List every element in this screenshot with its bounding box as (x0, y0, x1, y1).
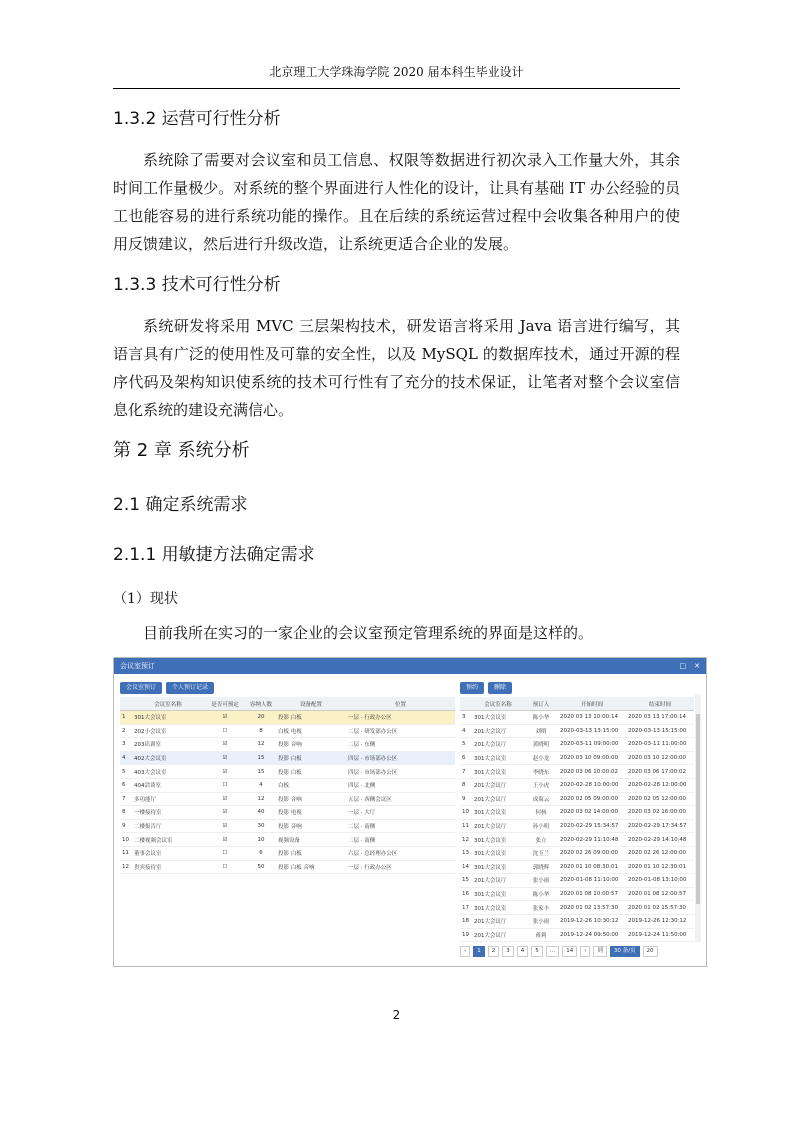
table-row[interactable] (120, 792, 455, 806)
reserve-button[interactable]: 预约 (460, 682, 484, 694)
table-cell: 18 (460, 914, 472, 928)
table-cell: 二层 · 东侧 (346, 738, 455, 752)
table-cell: 董事会议室 (132, 846, 204, 860)
table-cell: 2020 03 13 17:00:14 (626, 711, 694, 725)
section-title-1-3-2: 1.3.2 运营可行性分析 (113, 109, 281, 129)
table-row[interactable] (460, 874, 694, 888)
table-cell: 12 (246, 792, 276, 806)
table-cell: 201大会议厅 (472, 778, 524, 792)
table-cell: 8 (460, 778, 472, 792)
table-cell: 五层 · 西侧会议区 (346, 792, 455, 806)
table-cell: 二层 · 研发部办公区 (346, 724, 455, 738)
table-cell: 投影 白板 (276, 846, 346, 860)
page-button[interactable]: 4 (517, 946, 529, 957)
chapter-title: 第 2 章 系统分析 (113, 440, 250, 461)
page-header: 北京理工大学珠海学院 2020 届本科生毕业设计 (113, 62, 680, 89)
table-cell: 301大会议室 (472, 751, 524, 765)
table-cell: 投影 白板 (276, 711, 346, 725)
table-cell: 8 (246, 724, 276, 738)
table-cell: 2020-01-08 11:10:00 (558, 874, 626, 888)
table-cell: 402大会议室 (132, 751, 204, 765)
table-cell: 2019-12-24 11:50:00 (626, 928, 694, 942)
table-cell: 2020 02 26 12:00:00 (626, 846, 694, 860)
table-row[interactable] (120, 778, 455, 792)
table-cell: 10 (246, 833, 276, 847)
table-cell: 2020 02 05 12:00:00 (626, 792, 694, 806)
table-cell: 1 (120, 711, 132, 725)
room-table (120, 697, 455, 874)
table-cell: 2020-02-29 15:34:57 (558, 819, 626, 833)
table-cell: 5 (120, 765, 132, 779)
table-cell: 2020 01 10 12:30:01 (626, 860, 694, 874)
table-cell: 11 (460, 819, 472, 833)
table-cell: 赵小龙 (524, 751, 558, 765)
section-title-1-3-3: 1.3.3 技术可行性分析 (113, 275, 281, 295)
table-row[interactable] (460, 751, 694, 765)
column-header: 位置 (346, 697, 455, 711)
table-cell: 一楼接待室 (132, 806, 204, 820)
table-cell: 何杨 (524, 806, 558, 820)
table-cell: 301大会议室 (472, 711, 524, 725)
window-title: 会议室预订 (120, 662, 155, 670)
table-cell: 二楼报告厅 (132, 819, 204, 833)
table-cell: 2020 01 02 13:57:30 (558, 901, 626, 915)
booking-table (460, 697, 694, 942)
table-cell: 2020 03 10 09:00:00 (558, 751, 626, 765)
page-button[interactable]: 3 (502, 946, 514, 957)
table-cell: 2019-12-26 10:30:12 (558, 914, 626, 928)
table-row[interactable] (120, 819, 455, 833)
table-row[interactable] (460, 928, 694, 942)
book-room-button[interactable]: 会议室预订 (120, 682, 162, 694)
column-header: 结束时间 (626, 697, 694, 711)
checkbox: ☐ (204, 860, 246, 874)
paragraph-1-3-3: 系统研发将采用 MVC 三层架构技术，研发语言将采用 Java 语言进行编写，其语言具有广泛的使用性及可靠的安全性，以及 MySQL 的数据库技术，通过开源的程序代码及架构知识使系统的技术可行性有了充分的技术保证，让笔者对整个会议室信息化系统的建设充满信心。 (113, 317, 680, 419)
table-cell: 投影 音响 (276, 738, 346, 752)
table-cell: 8 (120, 806, 132, 820)
table-cell: 2020-02-29 14:10:48 (626, 833, 694, 847)
checkbox: ☑ (204, 833, 246, 847)
table-cell: 2 (120, 724, 132, 738)
table-cell: 沈玉兰 (524, 846, 558, 860)
paragraph-1-3-2: 系统除了需要对会议室和员工信息、权限等数据进行初次录入工作量大外，其余时间工作量极少。对系统的整个界面进行人性化的设计，让具有基础 IT 办公经验的员工也能容易的进行系统功能的操作。且在后续的系统运营过程中会收集各种用户的使用反馈建议，然后进行升级改造，让系统更适合企业的发展。 (113, 151, 680, 253)
checkbox: ☑ (204, 711, 246, 725)
table-cell: 2020-02-29 17:34:57 (626, 819, 694, 833)
table-cell: 二层 · 南侧 (346, 819, 455, 833)
table-cell: 19 (460, 928, 472, 942)
table-cell: 9 (120, 819, 132, 833)
table-row[interactable] (460, 738, 694, 752)
page-button[interactable]: 到 (593, 946, 607, 957)
table-row[interactable] (460, 765, 694, 779)
checkbox: ☐ (204, 724, 246, 738)
table-cell: 2020 01 08 10:00:57 (558, 887, 626, 901)
table-cell: 陈小华 (524, 887, 558, 901)
table-cell: 16 (460, 887, 472, 901)
table-cell: 403大会议室 (132, 765, 204, 779)
table-cell: 多功能厅 (132, 792, 204, 806)
checkbox: ☑ (204, 806, 246, 820)
table-row[interactable] (460, 806, 694, 820)
column-header: 设备配置 (276, 697, 346, 711)
table-row[interactable] (460, 846, 694, 860)
table-cell: 黄晓明 (524, 738, 558, 752)
table-cell: 2020 03 13 10:00:14 (558, 711, 626, 725)
page-button[interactable]: 14 (562, 946, 577, 957)
table-cell: 4 (246, 778, 276, 792)
table-cell: 2020-03-13 15:15:00 (626, 724, 694, 738)
checkbox: ☑ (204, 765, 246, 779)
pagination (460, 945, 701, 957)
table-cell: 201大会议厅 (472, 914, 524, 928)
section-title-2-1: 2.1 确定系统需求 (113, 495, 248, 515)
table-cell: 张小雨 (524, 874, 558, 888)
table-cell: 201大会议厅 (472, 792, 524, 806)
table-cell: 2020 02 05 09:00:00 (558, 792, 626, 806)
maximize-icon[interactable]: □ (679, 662, 687, 670)
table-cell: 12 (460, 833, 472, 847)
table-cell: 张立 (524, 833, 558, 847)
table-cell: 一层 · 行政办公区 (346, 860, 455, 874)
table-cell: 201大会议厅 (472, 874, 524, 888)
table-cell: 2020 01 10 08:30:01 (558, 860, 626, 874)
table-cell: 2020 01 08 12:00:57 (626, 887, 694, 901)
list-item-1: （1）现状 (113, 591, 178, 607)
table-cell: 3 (120, 738, 132, 752)
table-cell: 9 (460, 792, 472, 806)
table-cell: 15 (246, 751, 276, 765)
table-cell: 50 (246, 860, 276, 874)
table-cell: 成海云 (524, 792, 558, 806)
table-row[interactable] (120, 751, 455, 765)
table-cell: 202小会议室 (132, 724, 204, 738)
page-size-label: 30 条/页 (610, 946, 640, 957)
table-cell: 2020 02 26 09:00:00 (558, 846, 626, 860)
table-cell: 2020 03 06 10:00:02 (558, 765, 626, 779)
table-cell: 投影 白板 音响 (276, 860, 346, 874)
checkbox: ☑ (204, 738, 246, 752)
page-button[interactable]: 5 (531, 946, 543, 957)
table-cell: 6 (460, 751, 472, 765)
column-header: 容纳人数 (246, 697, 276, 711)
my-bookings-button[interactable]: 个人预订记录 (166, 682, 214, 694)
table-row[interactable] (120, 860, 455, 874)
table-cell: 12 (120, 860, 132, 874)
table-cell: 301大会议室 (472, 806, 524, 820)
column-header (460, 697, 472, 711)
table-cell: 四层 · 北侧 (346, 778, 455, 792)
table-row[interactable] (460, 887, 694, 901)
table-cell: 15 (460, 874, 472, 888)
table-cell: 201大会议厅 (472, 724, 524, 738)
table-cell: 投影 白板 (276, 751, 346, 765)
table-row[interactable] (460, 778, 694, 792)
table-row[interactable] (120, 846, 455, 860)
column-header (120, 697, 132, 711)
table-cell: 12 (246, 738, 276, 752)
table-cell: 2020 03 06 17:00:02 (626, 765, 694, 779)
table-cell: 301大会议室 (472, 765, 524, 779)
table-cell: 11 (120, 846, 132, 860)
column-header: 会议室名称 (472, 697, 524, 711)
table-cell: 15 (246, 765, 276, 779)
table-cell: 一层 · 大厅 (346, 806, 455, 820)
table-cell: 4 (120, 751, 132, 765)
checkbox: ☐ (204, 846, 246, 860)
table-cell: 2020 03 02 16:00:00 (626, 806, 694, 820)
table-cell: 2020-03-13 13:15:00 (558, 724, 626, 738)
table-cell: 3 (460, 711, 472, 725)
table-row[interactable] (460, 792, 694, 806)
table-row[interactable] (460, 819, 694, 833)
table-cell: 一层 · 行政办公区 (346, 711, 455, 725)
page-button[interactable]: ‹ (460, 946, 470, 957)
table-cell: 7 (120, 792, 132, 806)
table-cell: 2020-02-29 11:10:48 (558, 833, 626, 847)
table-cell: 2019-12-26 12:30:12 (626, 914, 694, 928)
table-cell: 13 (460, 846, 472, 860)
table-row[interactable] (120, 724, 455, 738)
table-row[interactable] (460, 860, 694, 874)
table-cell: 视频设备 (276, 833, 346, 847)
column-header: 是否可预定 (204, 697, 246, 711)
table-cell: 17 (460, 901, 472, 915)
table-cell: 404洽谈室 (132, 778, 204, 792)
table-cell: 2020-02-28 10:00:00 (558, 778, 626, 792)
table-row[interactable] (460, 724, 694, 738)
table-cell: 30 (246, 819, 276, 833)
section-title-2-1-1: 2.1.1 用敏捷方法确定需求 (113, 545, 315, 565)
table-cell: 201大会议厅 (472, 819, 524, 833)
page-button[interactable]: 2 (488, 946, 500, 957)
page-button[interactable]: 1 (473, 946, 485, 957)
table-cell: 4 (460, 724, 472, 738)
table-cell: 6 (246, 846, 276, 860)
window-titlebar (114, 658, 706, 674)
table-cell: 301大会议室 (472, 901, 524, 915)
column-header: 预订人 (524, 697, 558, 711)
table-row[interactable] (120, 738, 455, 752)
table-cell: 白板 (276, 778, 346, 792)
page-number: 2 (392, 1008, 401, 1022)
table-cell: 郭晓辉 (524, 860, 558, 874)
table-cell: 201大会议厅 (472, 738, 524, 752)
delete-button[interactable]: 删除 (488, 682, 512, 694)
checkbox: ☐ (204, 778, 246, 792)
table-cell: 张小雨 (524, 914, 558, 928)
table-cell: 301大会议室 (472, 833, 524, 847)
table-row[interactable] (120, 765, 455, 779)
table-cell: 蒋莉 (524, 928, 558, 942)
table-cell: 14 (460, 860, 472, 874)
table-cell: 5 (460, 738, 472, 752)
table-cell: 7 (460, 765, 472, 779)
page-size-select[interactable]: 20 (643, 946, 658, 957)
table-cell: 投影 白板 (276, 765, 346, 779)
table-cell: 李晓东 (524, 765, 558, 779)
page-button[interactable]: … (546, 946, 560, 957)
table-cell: 2020-03-11 11:00:00 (626, 738, 694, 752)
table-row[interactable] (120, 833, 455, 847)
table-cell: 六层 · 总经理办公区 (346, 846, 455, 860)
table-cell: 10 (460, 806, 472, 820)
table-cell: 2020 03 10 12:00:00 (626, 751, 694, 765)
table-cell: 二楼视频会议室 (132, 833, 204, 847)
checkbox: ☑ (204, 751, 246, 765)
table-cell: 投影 电视 (276, 806, 346, 820)
table-cell: 2019-12-24 09:50:00 (558, 928, 626, 942)
table-cell: 王小虎 (524, 778, 558, 792)
page-button[interactable]: › (580, 946, 590, 957)
screenshot-figure (113, 657, 707, 967)
table-row[interactable] (120, 711, 455, 725)
table-cell: 10 (120, 833, 132, 847)
intro-sentence: 目前我所在实习的一家企业的会议室预定管理系统的界面是这样的。 (143, 624, 594, 642)
table-cell: 2020 03 02 14:00:00 (558, 806, 626, 820)
table-cell: 2020-02-28 12:00:00 (626, 778, 694, 792)
table-row[interactable] (460, 711, 694, 725)
table-row[interactable] (120, 806, 455, 820)
table-cell: 四层 · 市场部办公区 (346, 751, 455, 765)
column-header: 会议室名称 (132, 697, 204, 711)
table-row[interactable] (460, 901, 694, 915)
table-cell: 40 (246, 806, 276, 820)
booking-list-panel (460, 682, 701, 957)
close-icon[interactable]: ✕ (694, 662, 700, 670)
scrollbar[interactable] (695, 694, 701, 942)
table-cell: 2020-03-11 09:00:00 (558, 738, 626, 752)
table-cell: 201大会议厅 (472, 928, 524, 942)
table-cell: 6 (120, 778, 132, 792)
table-cell: 刘明 (524, 724, 558, 738)
table-cell: 20 (246, 711, 276, 725)
checkbox: ☑ (204, 792, 246, 806)
table-cell: 投影 音响 (276, 819, 346, 833)
table-cell: 张家丰 (524, 901, 558, 915)
table-cell: 301大会议室 (472, 887, 524, 901)
table-cell: 301大会议室 (472, 846, 524, 860)
table-cell: 301大会议室 (132, 711, 204, 725)
table-cell: 贵宾接待室 (132, 860, 204, 874)
table-cell: 白板 电视 (276, 724, 346, 738)
table-cell: 301大会议室 (472, 860, 524, 874)
table-row[interactable] (460, 914, 694, 928)
room-list-panel (120, 682, 455, 874)
table-cell: 孙小明 (524, 819, 558, 833)
table-cell: 203培训室 (132, 738, 204, 752)
table-cell: 陈小华 (524, 711, 558, 725)
table-cell: 2020-01-08 13:10:00 (626, 874, 694, 888)
checkbox: ☑ (204, 819, 246, 833)
table-cell: 四层 · 市场部办公区 (346, 765, 455, 779)
column-header: 开始时间 (558, 697, 626, 711)
table-cell: 投影 音响 (276, 792, 346, 806)
table-row[interactable] (460, 833, 694, 847)
table-cell: 2020 01 02 15:57:30 (626, 901, 694, 915)
table-cell: 二层 · 南侧 (346, 833, 455, 847)
